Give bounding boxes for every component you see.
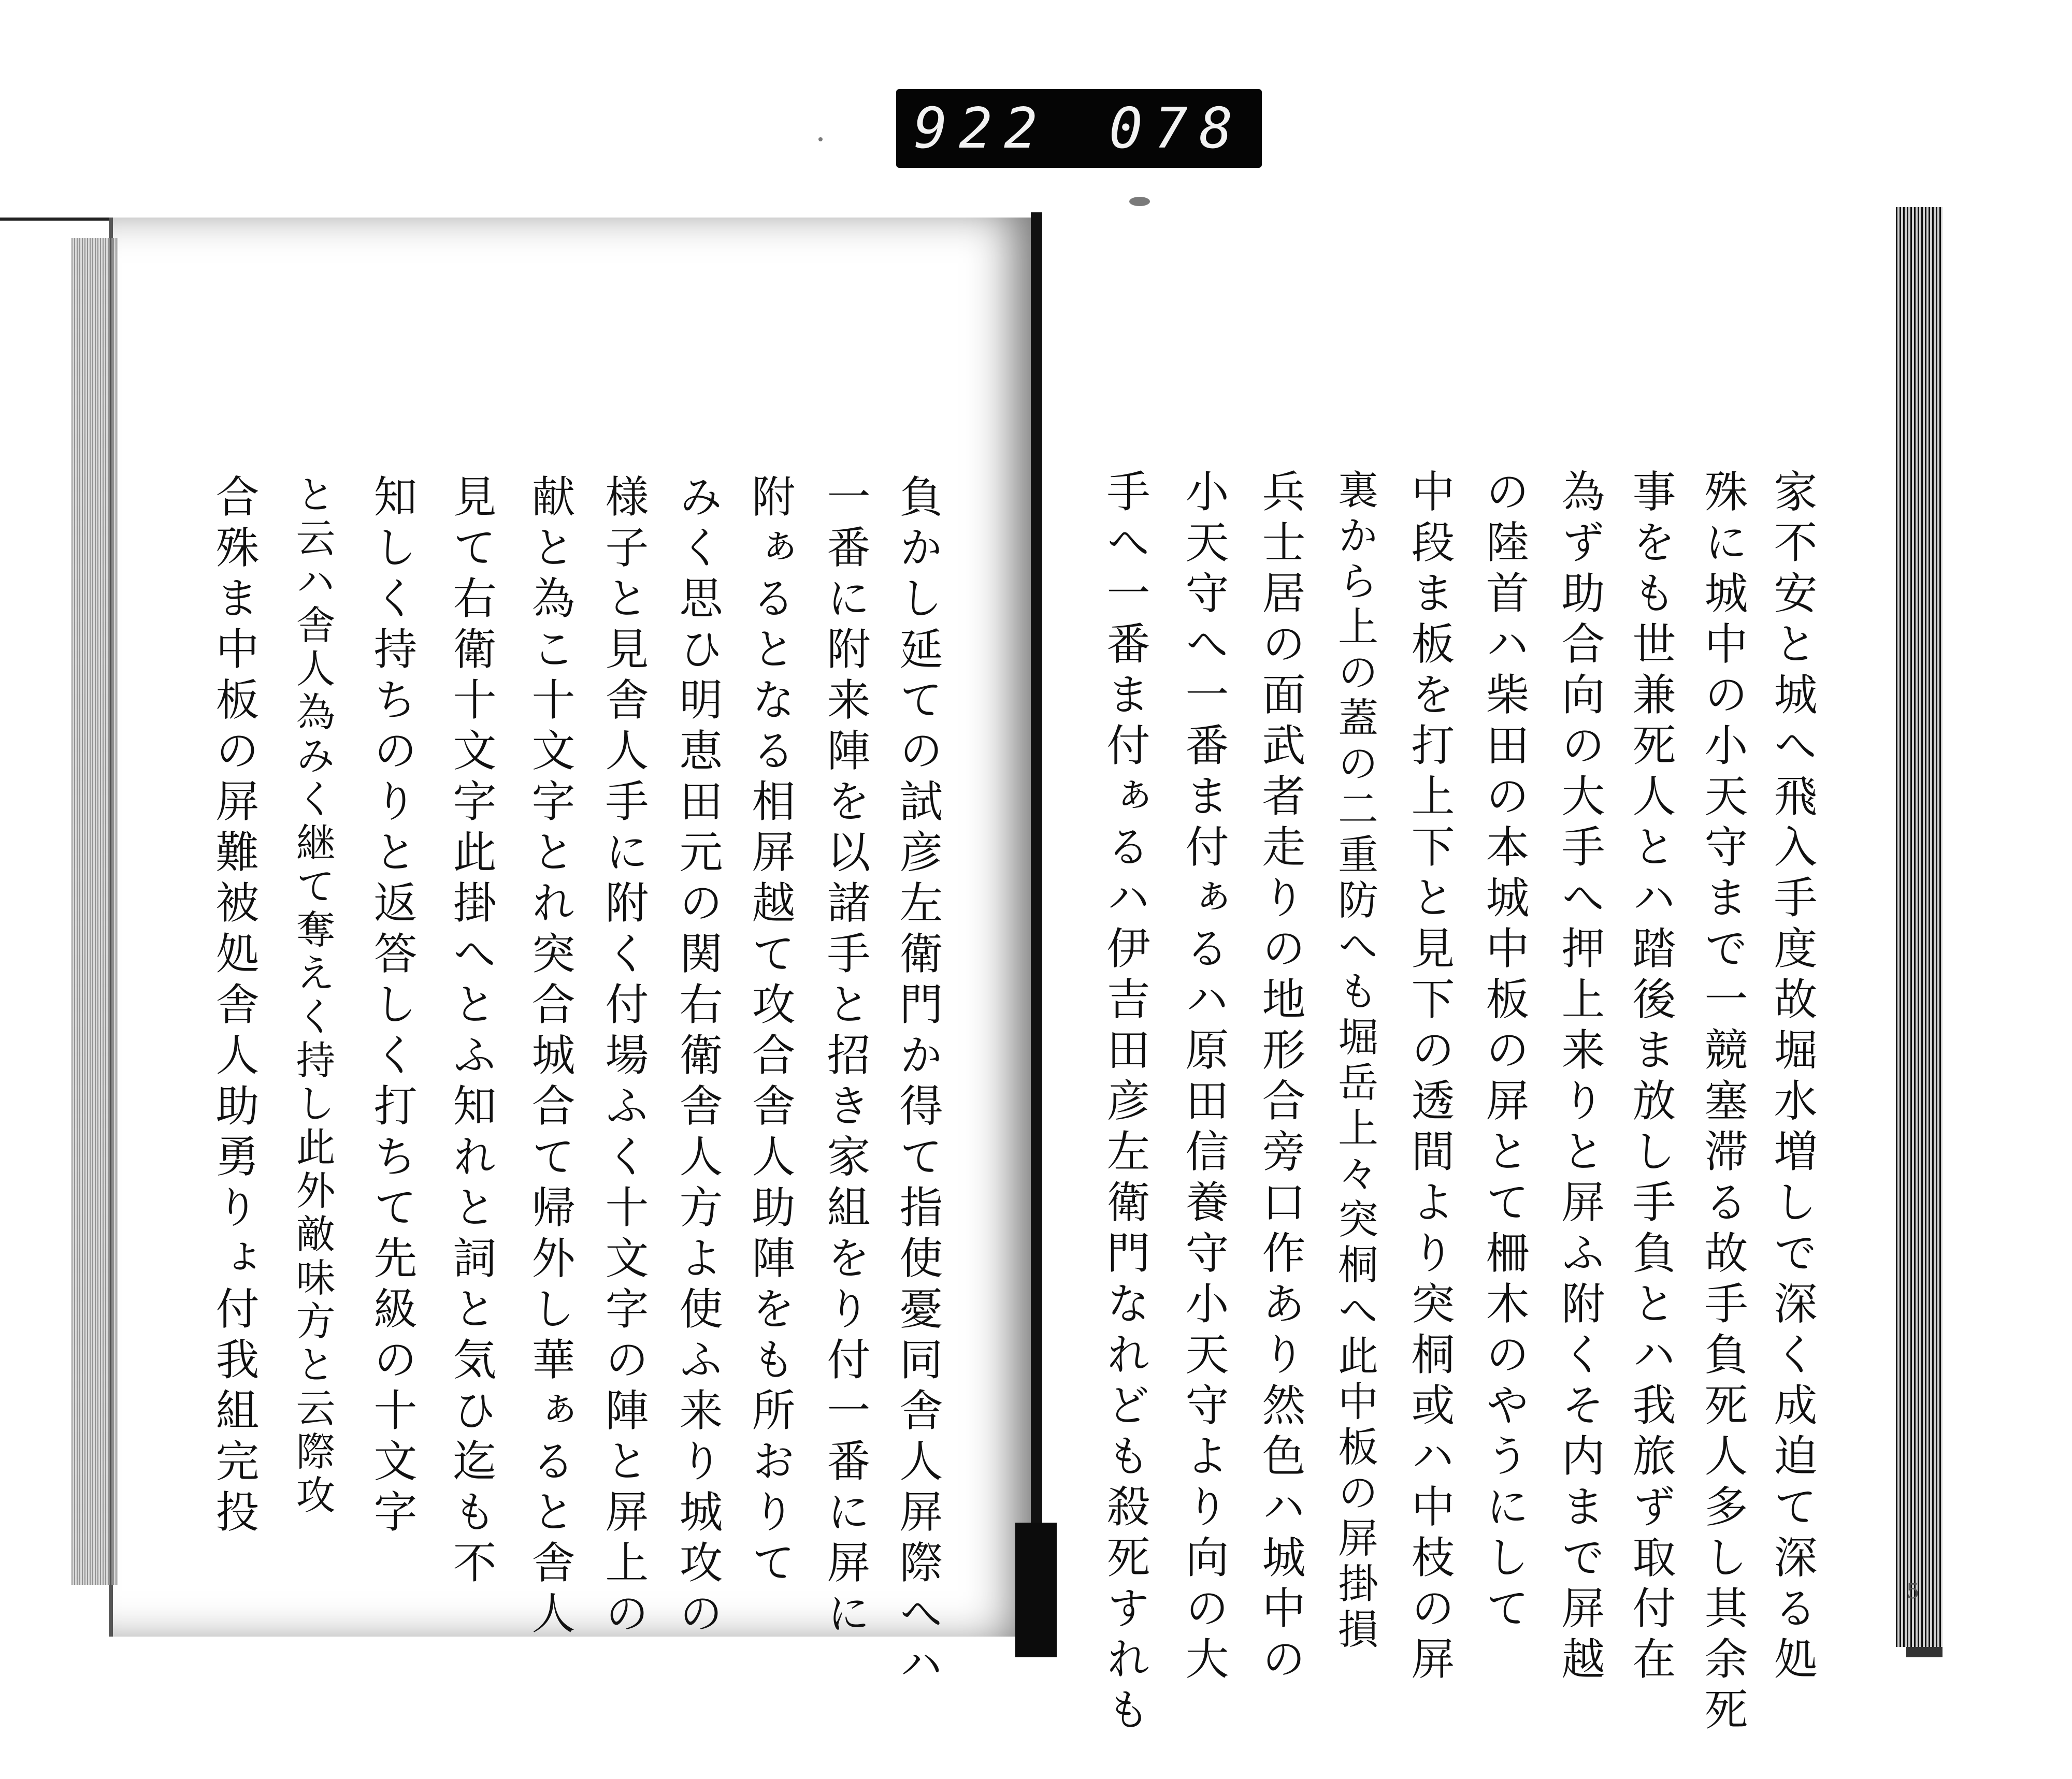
left-column-5: 様子と見舎人手に附く付場ふく十文字の陣と屏上の xyxy=(598,474,649,1641)
right-column-10: 手へ一番ま付ぁるハ伊吉田彦左衛門なれども殺死すれも xyxy=(1100,469,1150,1738)
book-gutter-foot xyxy=(1015,1523,1057,1657)
archive-label xyxy=(896,89,1262,168)
archive-label-right-number: 078 xyxy=(1109,96,1244,161)
left-column-1: 負かし延ての試彦左衛門か得て指使憂同舎人屏際へハ xyxy=(893,474,943,1692)
right-column-9: 小天守へ一番ま付ぁるハ原田信養守小天守より向の大 xyxy=(1178,469,1229,1687)
right-column-3: 事をも世兼死人とハ踏後ま放し手負とハ我旅ず取付在 xyxy=(1625,469,1676,1687)
left-column-8: 知しく持ちのりと返答しく打ちて先級の十文字 xyxy=(367,474,418,1540)
left-column-9: と云ハ舎人為みく継て奪えく持し此外敵味方と云際攻 xyxy=(290,474,336,1518)
book-gutter xyxy=(1031,212,1042,1657)
scan-speckle xyxy=(818,137,823,141)
right-column-1: 家不安と城へ飛入手度故堀水増しで深く成迫て深る処 xyxy=(1767,469,1818,1687)
page-edges xyxy=(1896,207,1942,1647)
right-column-4: 為ず助合向の大手へ押上来りと屏ふ附くそ内まで屏越 xyxy=(1555,469,1605,1687)
left-column-10: 合殊ま中板の屏難被処舎人助勇りょ付我組完投 xyxy=(209,474,260,1540)
right-column-6: 中段ま板を打上下と見下の透間より突桐或ハ中枝の屏 xyxy=(1404,469,1455,1687)
right-column-5: の陸首ハ柴田の本城中板の屏とて柵木のやうにして xyxy=(1479,469,1530,1636)
right-column-8: 兵士居の面武者走りの地形合旁口作あり然色ハ城中の xyxy=(1255,469,1306,1687)
archive-label-left-number: 922 xyxy=(914,96,1049,161)
left-column-4: みく思ひ明恵田元の関右衛舎人方よ使ふ来り城攻の xyxy=(672,474,723,1641)
left-column-3: 附ぁるとなる相屏越て攻合舎人助陣をも所おりて xyxy=(745,474,796,1590)
page-edges-foot xyxy=(1906,1647,1942,1657)
page-number: 5 xyxy=(1906,1580,1920,1603)
left-column-7: 見て右衛十文字此掛へとふ知れと詞と気ひ迄も不 xyxy=(446,474,497,1590)
right-column-2: 殊に城中の小天守まで一競塞滞る故手負死人多し其余死 xyxy=(1697,469,1748,1738)
left-column-2: 一番に附来陣を以諸手と招き家組をり付一番に屏に xyxy=(820,474,871,1641)
scan-speckle xyxy=(1129,197,1150,206)
right-column-7: 裏から上の蓋の二重防へも堀岳上々突桐へ此中板の屏掛損 xyxy=(1331,469,1378,1654)
left-column-6: 献と為こ十文字とれ突合城合て帰外し華ぁると舎人 xyxy=(525,474,575,1641)
